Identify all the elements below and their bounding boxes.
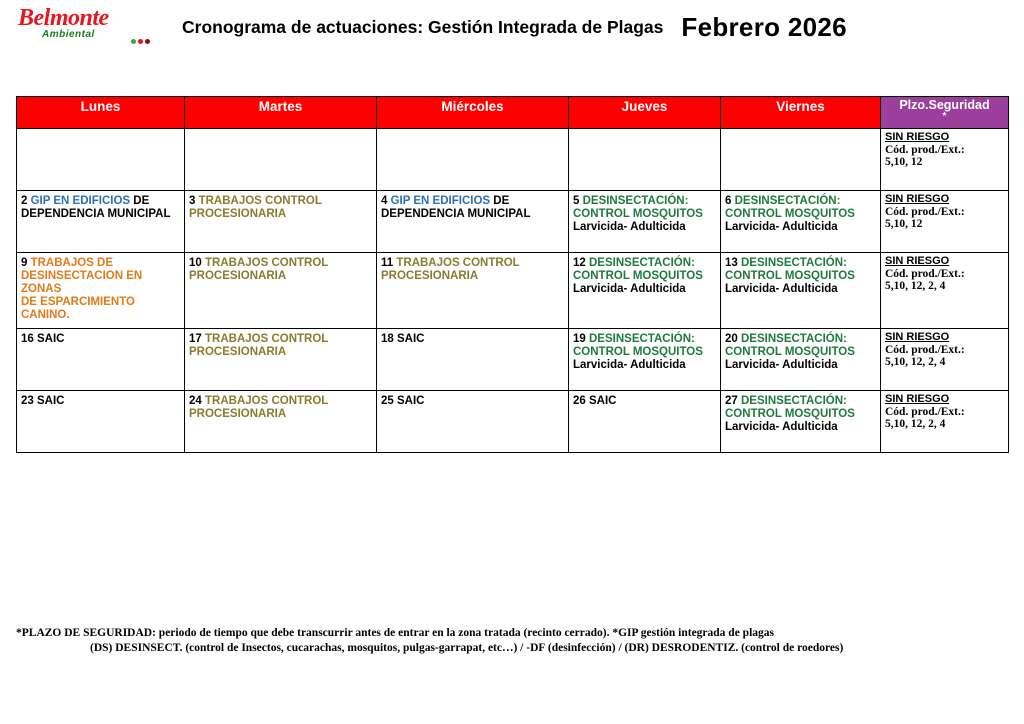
event-text: Larvicida- Adulticida: [725, 359, 838, 371]
security-codes: 5,10, 12, 2, 4: [885, 418, 946, 430]
calendar-day-cell[interactable]: [569, 329, 721, 391]
security-period-cell: [881, 191, 1009, 253]
column-header-miercoles: Miércoles: [377, 97, 569, 129]
event-text: DESINSECTACIÓN:: [741, 333, 847, 345]
security-codes: 5,10, 12, 2, 4: [885, 356, 946, 368]
calendar-day-cell[interactable]: [377, 253, 569, 329]
event-text: PROCESIONARIA: [189, 346, 287, 358]
day-number: 3: [189, 195, 199, 207]
event-text: DE: [130, 195, 150, 207]
security-period-cell: [881, 391, 1009, 453]
event-text: DE: [490, 195, 510, 207]
event-text: GIP EN EDIFICIOS: [390, 195, 491, 207]
security-codes: 5,10, 12: [885, 156, 923, 168]
day-number: 18: [381, 333, 397, 345]
event-text: Larvicida- Adulticida: [725, 421, 838, 433]
event-text: CONTROL MOSQUITOS: [573, 208, 703, 220]
page-title: Cronograma de actuaciones: Gestión Integrada de Plagas: [182, 16, 664, 37]
event-text: PROCESIONARIA: [189, 208, 287, 220]
column-header-martes: Martes: [185, 97, 377, 129]
security-period-cell: [881, 329, 1009, 391]
security-status: SIN RIESGO: [885, 393, 950, 405]
column-header-jueves: Jueves: [569, 97, 721, 129]
security-header-star: *: [942, 111, 947, 122]
event-text: SAIC: [37, 395, 65, 407]
security-status: SIN RIESGO: [885, 255, 950, 267]
logo-wordmark: Belmonte: [18, 5, 109, 31]
logo-tagline: Ambiental: [42, 29, 95, 40]
security-codes: Cód. prod./Ext.:: [885, 143, 965, 156]
calendar-week-row: [17, 191, 1009, 253]
day-number: 9: [21, 257, 31, 269]
day-number: 4: [381, 195, 391, 207]
calendar-day-cell[interactable]: [721, 129, 881, 191]
event-text: TRABAJOS CONTROL: [396, 257, 520, 269]
calendar-week-row: [17, 391, 1009, 453]
column-header-viernes: Viernes: [721, 97, 881, 129]
security-codes: 5,10, 12, 2, 4: [885, 280, 946, 292]
event-text: GIP EN EDIFICIOS: [30, 195, 131, 207]
calendar-day-cell[interactable]: [377, 391, 569, 453]
day-number: 10: [189, 257, 205, 269]
event-text: Larvicida- Adulticida: [573, 283, 686, 295]
event-text: Larvicida- Adulticida: [573, 359, 686, 371]
calendar-day-cell[interactable]: [569, 191, 721, 253]
day-number: 11: [381, 257, 397, 269]
day-number: 17: [189, 333, 205, 345]
footnote-line-2: (DS) DESINSECT. (control de Insectos, cucarachas, mosquitos, pulgas-garrapat, etc…) / -DF (desinfección) / (DR) DESRODENTIZ. (control de roedores): [90, 642, 844, 654]
event-text: DESINSECTACION EN ZONAS: [21, 270, 143, 295]
calendar-day-cell[interactable]: [721, 191, 881, 253]
day-number: 26: [573, 395, 589, 407]
footnote-line-1: *PLAZO DE SEGURIDAD: periodo de tiempo que debe transcurrir antes de entrar en la zona tratada (recinto cerrado). *GIP gestión integrada de plagas: [16, 627, 774, 639]
event-text: DESINSECTACIÓN:: [741, 257, 847, 269]
event-text: SAIC: [589, 395, 617, 407]
event-text: TRABAJOS CONTROL: [198, 195, 322, 207]
day-number: 25: [381, 395, 397, 407]
security-period-cell: [881, 129, 1009, 191]
event-text: TRABAJOS CONTROL: [205, 333, 329, 345]
footnotes: [16, 626, 1008, 656]
calendar-day-cell[interactable]: [17, 253, 185, 329]
company-logo: [18, 7, 168, 47]
security-codes: Cód. prod./Ext.:: [885, 343, 965, 356]
security-status: SIN RIESGO: [885, 331, 950, 343]
calendar-day-cell[interactable]: [17, 129, 185, 191]
event-text: TRABAJOS DE: [30, 257, 114, 269]
calendar-table: [16, 96, 1009, 453]
event-text: DESINSECTACIÓN:: [589, 333, 695, 345]
calendar-day-cell[interactable]: [721, 391, 881, 453]
security-codes: Cód. prod./Ext.:: [885, 405, 965, 418]
calendar-day-cell[interactable]: [377, 191, 569, 253]
column-header-plazo-seguridad: [881, 97, 1009, 129]
calendar-day-cell[interactable]: [377, 329, 569, 391]
day-number: 19: [573, 333, 589, 345]
event-text: DESINSECTACIÓN:: [589, 257, 695, 269]
day-number: 23: [21, 395, 37, 407]
event-text: PROCESIONARIA: [381, 270, 479, 282]
security-status: SIN RIESGO: [885, 193, 950, 205]
event-text: CONTROL MOSQUITOS: [573, 270, 703, 282]
event-text: DEPENDENCIA MUNICIPAL: [21, 208, 171, 220]
calendar-day-cell[interactable]: [569, 391, 721, 453]
calendar-week-row: [17, 329, 1009, 391]
calendar-day-cell[interactable]: [185, 191, 377, 253]
event-text: SAIC: [37, 333, 65, 345]
security-period-cell: [881, 253, 1009, 329]
column-header-lunes: Lunes: [17, 97, 185, 129]
security-codes: Cód. prod./Ext.:: [885, 205, 965, 218]
event-text: CONTROL MOSQUITOS: [573, 346, 703, 358]
calendar-day-cell[interactable]: [569, 129, 721, 191]
calendar-day-cell[interactable]: [17, 391, 185, 453]
calendar-day-cell[interactable]: [377, 129, 569, 191]
calendar-day-cell[interactable]: [185, 253, 377, 329]
day-number: 12: [573, 257, 589, 269]
event-text: Larvicida- Adulticida: [573, 221, 686, 233]
event-text: CONTROL MOSQUITOS: [725, 408, 855, 420]
calendar-week-row: [17, 129, 1009, 191]
logo-dots-icon: [131, 39, 150, 44]
event-text: PROCESIONARIA: [189, 408, 287, 420]
calendar-day-cell[interactable]: [17, 191, 185, 253]
calendar-day-cell[interactable]: [721, 253, 881, 329]
event-text: Larvicida- Adulticida: [725, 221, 838, 233]
day-number: 2: [21, 195, 31, 207]
event-text: CONTROL MOSQUITOS: [725, 208, 855, 220]
security-header-label: Plzo.Seguridad: [899, 98, 990, 112]
calendar-day-cell[interactable]: [569, 253, 721, 329]
day-number: 24: [189, 395, 205, 407]
event-text: TRABAJOS CONTROL: [205, 395, 329, 407]
page-header: [0, 0, 1024, 48]
event-text: DESINSECTACIÓN:: [734, 195, 841, 207]
event-text: DESINSECTACIÓN:: [582, 195, 689, 207]
security-codes: 5,10, 12: [885, 218, 923, 230]
calendar-header-row: [17, 97, 1009, 129]
calendar-body: [17, 129, 1009, 453]
security-codes: Cód. prod./Ext.:: [885, 267, 965, 280]
event-text: DESINSECTACIÓN:: [741, 395, 847, 407]
event-text: TRABAJOS CONTROL: [205, 257, 329, 269]
day-number: 27: [725, 395, 741, 407]
event-text: CONTROL MOSQUITOS: [725, 346, 855, 358]
event-text: PROCESIONARIA: [189, 270, 287, 282]
calendar-day-cell[interactable]: [721, 329, 881, 391]
event-text: CONTROL MOSQUITOS: [725, 270, 855, 282]
calendar-day-cell[interactable]: [185, 391, 377, 453]
month-title: Febrero 2026: [681, 11, 847, 42]
event-text: SAIC: [397, 333, 425, 345]
event-text: SAIC: [397, 395, 425, 407]
event-text: DEPENDENCIA MUNICIPAL: [381, 208, 531, 220]
day-number: 5: [573, 195, 583, 207]
calendar-week-row: [17, 253, 1009, 329]
event-text: DE ESPARCIMIENTO CANINO.: [21, 296, 135, 321]
day-number: 13: [725, 257, 741, 269]
calendar-day-cell[interactable]: [185, 329, 377, 391]
day-number: 6: [725, 195, 735, 207]
calendar-day-cell[interactable]: [185, 129, 377, 191]
calendar-wrapper: [16, 96, 1008, 453]
day-number: 20: [725, 333, 741, 345]
event-text: Larvicida- Adulticida: [725, 283, 838, 295]
day-number: 16: [21, 333, 37, 345]
calendar-day-cell[interactable]: [17, 329, 185, 391]
security-status: SIN RIESGO: [885, 131, 950, 143]
